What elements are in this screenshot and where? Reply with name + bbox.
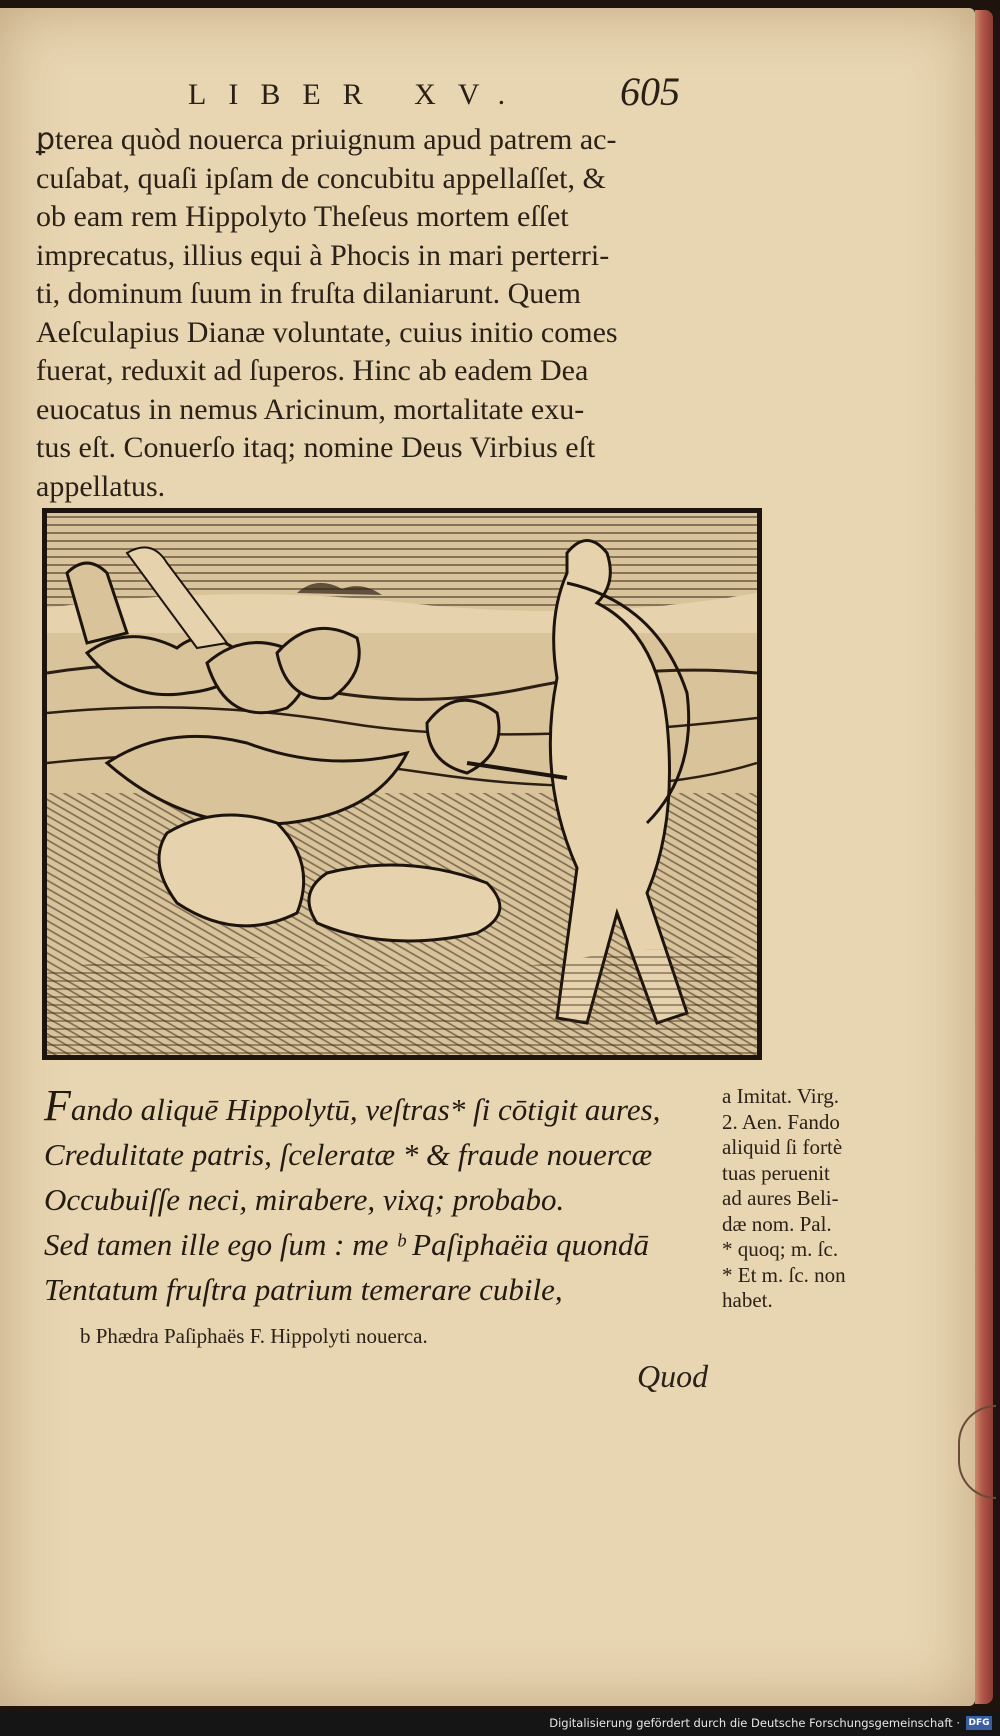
catchword: Quod bbox=[637, 1358, 709, 1394]
book-page bbox=[0, 8, 975, 1706]
verse-line-text: ando aliquē Hippolytū, veſtras* ſi cōtigit aures, bbox=[70, 1092, 661, 1127]
dfg-logo: DFG bbox=[966, 1716, 992, 1730]
marginal-notes bbox=[722, 1084, 922, 1314]
prose-line: appellatus. bbox=[36, 469, 166, 503]
verse-line: Tentatum fruſtra patrium temerare cubile, bbox=[44, 1272, 563, 1307]
prose-line: ti, dominum ſuum in fruſta dilaniarunt. Quem bbox=[36, 277, 581, 310]
prose-line: cuſabat, quaſi ipſam de concubitu appellaſſet, & bbox=[36, 161, 606, 195]
prose-line: euocatus in nemus Aricinum, mortalitate exu- bbox=[36, 392, 585, 426]
digitization-credit-bar bbox=[0, 1712, 1000, 1736]
verse-line: Occubuiſſe neci, mirabere, vixq; probabo. bbox=[44, 1182, 565, 1217]
page-number: 605 bbox=[620, 69, 680, 114]
marginal-note-line: dæ nom. Pal. bbox=[722, 1211, 832, 1236]
page-header bbox=[0, 68, 975, 118]
prose-line: ꝑterea quòd nouerca priuignum apud patrem ac- bbox=[36, 123, 617, 156]
marginal-note-line: tuas peruenit bbox=[722, 1160, 830, 1185]
footnote: b Phædra Paſiphaës F. Hippolyti nouerca. bbox=[80, 1324, 428, 1348]
verse-line bbox=[44, 1083, 724, 1132]
verse-line: Credulitate patris, ſceleratæ * & fraude nouercæ bbox=[44, 1137, 653, 1172]
woodcut-illustration bbox=[42, 508, 762, 1060]
prose-paragraph bbox=[36, 121, 704, 506]
prose-line: imprecatus, illius equi à Phocis in mari perterri- bbox=[36, 238, 610, 272]
credit-text: Digitalisierung gefördert durch die Deutsche Forschungsgemeinschaft · bbox=[549, 1716, 960, 1730]
prose-line: tus eſt. Conuerſo itaq; nomine Deus Virbius eſt bbox=[36, 431, 596, 464]
verse-block bbox=[44, 1083, 724, 1312]
marginal-note-line: 2. Aen. Fando bbox=[722, 1109, 840, 1134]
marginal-note-line: * Et m. ſc. non bbox=[722, 1262, 846, 1287]
marginal-note-line: a Imitat. Virg. bbox=[722, 1084, 839, 1108]
marginal-note-line: habet. bbox=[722, 1288, 773, 1312]
prose-line: Aeſculapius Dianæ voluntate, cuius initio comes bbox=[36, 315, 618, 349]
prose-line: fuerat, reduxit ad ſuperos. Hinc ab eadem Dea bbox=[36, 354, 589, 387]
running-head: LIBER XV. bbox=[188, 78, 528, 111]
marginal-note-line: * quoq; m. ſc. bbox=[722, 1237, 839, 1261]
marginal-note-line: ad aures Beli- bbox=[722, 1186, 839, 1210]
verse-dropcap: F bbox=[44, 1081, 71, 1130]
verse-line: Sed tamen ille ego ſum : me ᵇ Paſiphaëia quondā bbox=[44, 1227, 649, 1262]
woodcut-hippolytus-icon bbox=[47, 513, 757, 1055]
prose-line: ob eam rem Hippolyto Theſeus mortem eſſet bbox=[36, 200, 569, 233]
marginal-note-line: aliquid ſi fortè bbox=[722, 1135, 843, 1159]
